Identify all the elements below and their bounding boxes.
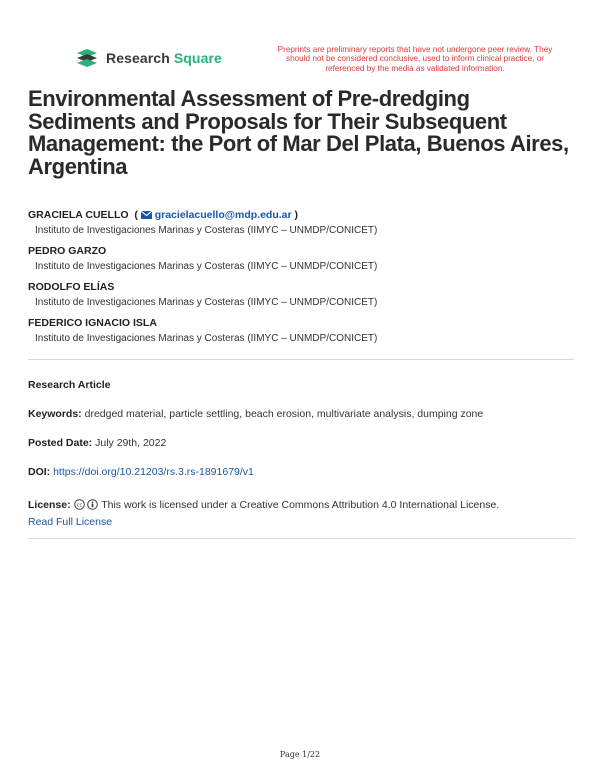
author-affiliation: Instituto de Investigaciones Marinas y Costeras (IIMYC – UNMDP/CONICET) xyxy=(35,333,378,344)
read-full-license-link[interactable]: Read Full License xyxy=(28,516,113,528)
doi-link[interactable]: https://doi.org/10.21203/rs.3.rs-1891679/v1 xyxy=(53,466,254,478)
divider xyxy=(28,359,574,360)
research-square-logo[interactable] xyxy=(75,48,222,68)
author-affiliation: Instituto de Investigaciones Marinas y Costeras (IIMYC – UNMDP/CONICET) xyxy=(35,297,378,308)
author-email-link[interactable]: gracielacuello@mdp.edu.ar xyxy=(141,209,295,221)
keywords: Keywords: dredged material, particle settling, beach erosion, multivariate analysis, dumping zone xyxy=(28,408,484,420)
attribution-icon xyxy=(87,499,98,510)
creative-commons-icon xyxy=(74,499,85,510)
author-list xyxy=(28,208,576,352)
author-name: FEDERICO IGNACIO ISLA xyxy=(28,317,157,329)
license: License: cc This work is licensed under a Creative Commons Attribution 4.0 International License. Read Full License xyxy=(28,499,500,528)
posted-date: Posted Date: July 29th, 2022 xyxy=(28,437,167,449)
preprint-disclaimer: Preprints are preliminary reports that have not undergone peer review. They should not be considered conclusive, used to inform clinical practice, or referenced by the media as validated information. xyxy=(277,45,553,73)
research-square-logo-icon xyxy=(75,48,99,68)
page-number: Page 1/22 xyxy=(279,750,321,759)
mail-icon xyxy=(141,211,152,219)
research-square-wordmark: Research Square xyxy=(106,50,222,66)
svg-text:cc: cc xyxy=(76,502,82,509)
author-name: GRACIELA CUELLO ( gracielacuello@mdp.edu.ar ) xyxy=(28,209,299,221)
doi: DOI: https://doi.org/10.21203/rs.3.rs-1891679/v1 xyxy=(28,466,254,478)
paper-title: Environmental Assessment of Pre-dredging Sediments and Proposals for Their Subsequent Management: the Port of Mar Del Plata, Buenos Aires, Argentina xyxy=(28,86,569,179)
article-type: Research Article xyxy=(28,379,111,391)
author-name: PEDRO GARZO xyxy=(28,245,107,257)
author-affiliation: Instituto de Investigaciones Marinas y Costeras (IIMYC – UNMDP/CONICET) xyxy=(35,261,378,272)
author-affiliation: Instituto de Investigaciones Marinas y Costeras (IIMYC – UNMDP/CONICET) xyxy=(35,225,378,236)
divider xyxy=(28,538,574,539)
author-name: RODOLFO ELÍAS xyxy=(28,281,115,293)
